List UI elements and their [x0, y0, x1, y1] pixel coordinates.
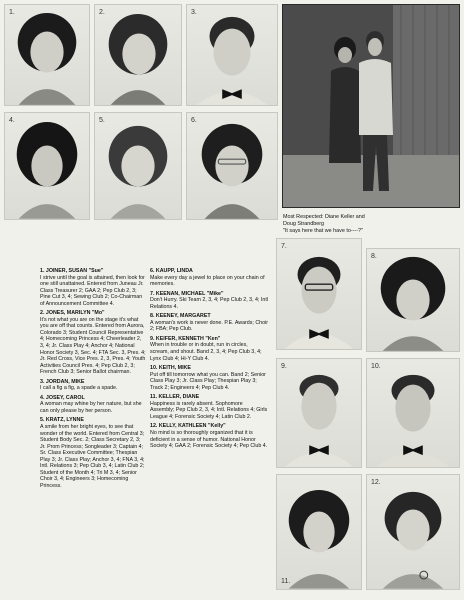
- entry-text: I strive until the goal is attained, then look for one still unattained. Entered from Juneau Jr. Class Treasurer 2; GAA 2; Pep Club 2, 3; Pine Cut 3, 4; Sewing Club 2; Co-Chairman of Announcement Committee 4.: [40, 274, 145, 307]
- entry-name: 3. JORDAN, MIKE: [40, 378, 85, 385]
- candid-photo: [282, 4, 460, 208]
- portrait-6: [186, 112, 278, 220]
- portrait-number: 1.: [9, 9, 15, 16]
- portrait-4: [4, 112, 90, 220]
- entry: [40, 417, 146, 489]
- portrait-3: [186, 4, 278, 106]
- portrait-number: 7.: [281, 243, 287, 250]
- entry-text: No mind is so thoroughly organized that it is deficient in a sense of humor. National Honor Society 4; GAA 2; Forensic Society 4; Pep Club 4.: [150, 430, 268, 450]
- entry-text: Make every day a jewel to place on your chain of memories.: [150, 274, 265, 288]
- entry-text: A smile from her bright eyes, to see that wonder of the world. Entered from Central 3; Student Body Sec. 2; Class Secretary 2, 3; Jr. Prom Princess; Songleader 3; Captain 4; Sr. Class Executive Committee; Thespian Play 3; Jr. Class Play; Anchor 3, 4; FNA 3, 4; Intl. Relations 3; Pep Club 3, 4; Latin Club 2; Student of the Month 4; Tri M 3, 4; Senior Choir 3, 4; Engineers 3; Homecoming Princess.: [40, 424, 145, 489]
- entry-name: 4. JOSEY, CAROL: [40, 394, 85, 401]
- portrait-12-image: [367, 475, 459, 589]
- entry-text: Don't Hurry. Ski Team 2, 3, 4; Pep Club 2, 3, 4; Intl Relations 4.: [150, 297, 268, 310]
- entry-text: It's not what you are on the stage it's what you are off that counts. Entered from Aurora, Colorado 3; Student Council Representative 4; Homecoming Princess 4; Cheerleader 2, 3, 4; Jr. Class Play 4; Anchor 4; National Honor Society 3, Sec. 4; FTA Sec. 3, Pres. 4; Jr. Red Cross, Vice Pres. 2, 3, Pres. 4; Youth Activities Council Pres. 4; Pep Club 2, 3; French Club 3; Senior Ballot chairman.: [40, 316, 146, 376]
- portrait-2-image: [95, 5, 181, 105]
- portrait-number: 6.: [191, 117, 197, 124]
- entry-text: A woman may whine by her nature, but she can only please by her person.: [40, 401, 142, 414]
- entry: [40, 379, 146, 392]
- entry: [150, 313, 268, 333]
- portrait-3-image: [187, 5, 277, 105]
- portrait-11: [276, 474, 362, 590]
- portrait-number: 8.: [371, 253, 377, 260]
- portrait-5-image: [95, 113, 181, 219]
- portrait-10-image: [367, 359, 459, 467]
- portrait-7-image: [277, 239, 361, 349]
- entry: [40, 310, 146, 375]
- text-column-left: [40, 268, 146, 493]
- entry-name: 8. KEENEY, MARGARET: [150, 313, 211, 320]
- candid-photo-image: [283, 5, 460, 208]
- entry-name: 9. KEIFER, KENNETH "Ken": [150, 335, 221, 342]
- portrait-9-image: [277, 359, 361, 467]
- portrait-number: 12.: [371, 479, 381, 486]
- portrait-1: [4, 4, 90, 106]
- entry-text: A woman's work is never done. P.E. Awards; Choir 2; FBA; Pep Club.: [150, 319, 268, 333]
- entry: [150, 394, 268, 420]
- portrait-7: [276, 238, 362, 350]
- entry-name: 6. KAUPP, LINDA: [150, 268, 193, 274]
- entry: [150, 336, 268, 362]
- entry: [150, 268, 268, 288]
- caption-line: Most Respected: Diane Keller and: [283, 214, 365, 220]
- candid-caption: [283, 214, 459, 235]
- entry: [150, 291, 268, 311]
- entry-name: 10. KEITH, MIKE: [150, 365, 191, 372]
- entry: [40, 395, 146, 415]
- entry-text: Happiness is rarely absent. Sophomore Assembly; Pep Club 2, 3, 4; Intl. Relations 4; Girls League 4; Forensic Society 4; Latin Club 2.: [150, 400, 268, 420]
- caption-line: "It says here that we have to----?": [283, 228, 363, 234]
- portrait-11-image: [277, 475, 361, 589]
- entry-text: Put off till tomorrow what you can. Band 2; Senior Class Play 3; Jr. Class Play; Thespian Play 3; Track 2; Engineers 4; Pep Club 4.: [150, 371, 266, 391]
- entry-name: 2. JONES, MARILYN "Mo": [40, 310, 105, 317]
- entry-name: 7. KEENAN, MICHAEL "Mike": [150, 290, 224, 297]
- portrait-number: 5.: [99, 117, 105, 124]
- portrait-number: 11.: [281, 578, 291, 585]
- entry-text: I call a fig a fig, a spade a spade.: [40, 385, 118, 392]
- portrait-5: [94, 112, 182, 220]
- portrait-6-image: [187, 113, 277, 219]
- portrait-8: [366, 248, 460, 352]
- text-column-middle: [150, 268, 268, 453]
- portrait-number: 10.: [371, 363, 381, 370]
- portrait-9: [276, 358, 362, 468]
- portrait-number: 4.: [9, 117, 15, 124]
- portrait-10: [366, 358, 460, 468]
- entry-text: When in trouble or in doubt, run in circles, scream, and shout. Band 2, 3, 4; Pep Club 3, 4; Lynx Club 4; Hi-Y Club 4.: [150, 342, 262, 362]
- portrait-4-image: [5, 113, 89, 219]
- portrait-1-image: [5, 5, 89, 105]
- portrait-number: 3.: [191, 9, 197, 16]
- portrait-2: [94, 4, 182, 106]
- entry-name: 12. KELLY, KATHLEEN "Kelly": [150, 423, 226, 430]
- caption-line: Doug Strandberg: [283, 221, 325, 227]
- entry: [150, 423, 268, 449]
- entry-name: 5. KRATZ, LYNNE: [40, 417, 84, 424]
- entry-name: 1. JOINER, SUSAN "Sue": [40, 268, 104, 274]
- portrait-12: [366, 474, 460, 590]
- entry-name: 11. KELLER, DIANE: [150, 394, 200, 401]
- portrait-number: 2.: [99, 9, 105, 16]
- portrait-8-image: [367, 249, 459, 351]
- entry: [40, 268, 146, 307]
- entry: [150, 365, 268, 391]
- portrait-number: 9.: [281, 363, 287, 370]
